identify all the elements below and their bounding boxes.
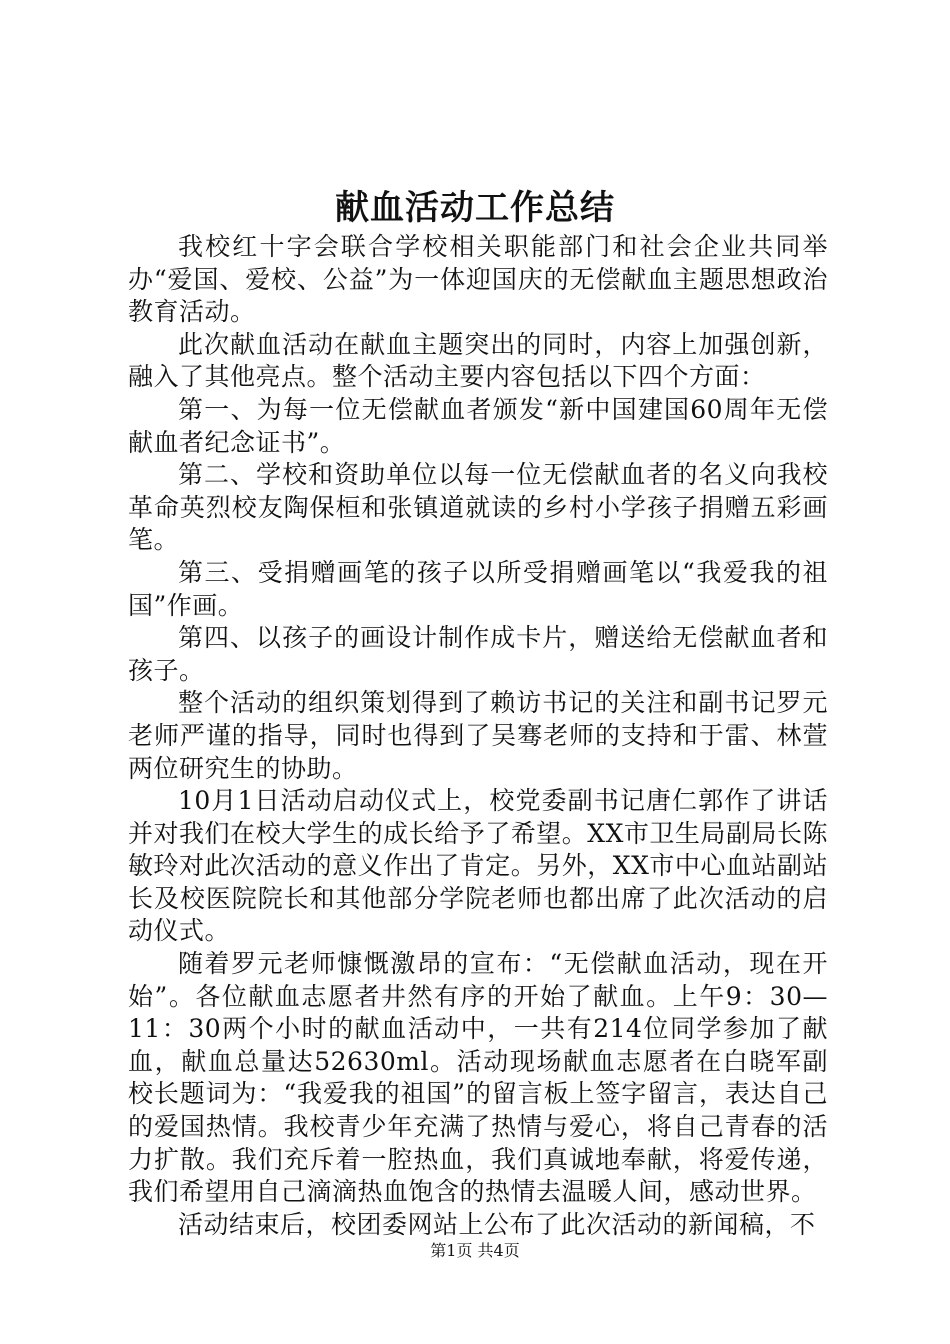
document-body bbox=[128, 231, 828, 1241]
paragraph: 此次献血活动在献血主题突出的同时，内容上加强创新，融入了其他亮点。整个活动主要内容包括以下四个方面： bbox=[128, 329, 828, 392]
paragraph: 整个活动的组织策划得到了赖访书记的关注和副书记罗元老师严谨的指导，同时也得到了吴骞老师的支持和于雷、林萱两位研究生的协助。 bbox=[128, 688, 828, 783]
paragraph: 10月1日活动启动仪式上，校党委副书记唐仁郭作了讲话并对我们在校大学生的成长给予了希望。XX市卫生局副局长陈敏玲对此次活动的意义作出了肯定。另外，XX市中心血站副站长及校医院院长和其他部分学院老师也都出席了此次活动的启动仪式。 bbox=[128, 786, 828, 946]
paragraph: 第一、为每一位无偿献血者颁发“新中国建国60周年无偿献血者纪念证书”。 bbox=[128, 394, 828, 457]
paragraph: 我校红十字会联合学校相关职能部门和社会企业共同举办“爱国、爱校、公益”为一体迎国庆的无偿献血主题思想政治教育活动。 bbox=[128, 232, 828, 327]
paragraph: 活动结束后，校团委网站上公布了此次活动的新闻稿，不 bbox=[178, 1209, 816, 1239]
page-number-footer: 第1页 共4页 bbox=[430, 1241, 520, 1260]
paragraph: 第三、受捐赠画笔的孩子以所受捐赠画笔以“我爱我的祖国”作画。 bbox=[128, 557, 828, 620]
paragraph: 随着罗元老师慷慨激昂的宣布：“无偿献血活动，现在开始”。各位献血志愿者井然有序的开始了献血。上午9：30—11：30两个小时的献血活动中，一共有214位同学参加了献血，献血总量达52630ml。活动现场献血志愿者在白晓军副校长题词为：“我爱我的祖国”的留言板上签字留言，表达自己的爱国热情。我校青少年充满了热情与爱心，将自己青春的活力扩散。我们充斥着一腔热血，我们真诚地奉献，将爱传递，我们希望用自己滴滴热血饱含的热情去温暖人间，感动世界。 bbox=[128, 949, 828, 1207]
paragraph: 第四、以孩子的画设计制作成卡片，赠送给无偿献血者和孩子。 bbox=[128, 623, 828, 685]
paragraph: 第二、学校和资助单位以每一位无偿献血者的名义向我校革命英烈校友陶保桓和张镇道就读的乡村小学孩子捐赠五彩画笔。 bbox=[128, 460, 828, 555]
document-title: 献血活动工作总结 bbox=[335, 188, 615, 228]
